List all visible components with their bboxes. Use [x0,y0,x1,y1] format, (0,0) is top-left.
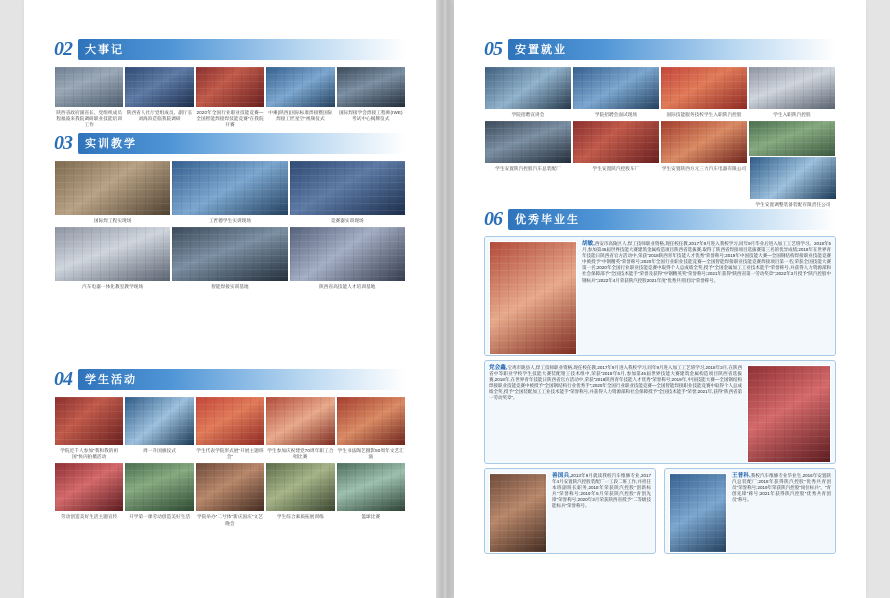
photo-item[interactable] [336,396,406,460]
photo-thumbnail[interactable] [336,462,406,512]
photo-item[interactable] [484,120,572,172]
photo-caption: 学生参加庆祝建党70周年职工合唱比赛 [267,448,334,460]
section-06-title-bar [508,209,836,230]
section-02 [54,38,406,129]
right-page [454,0,866,598]
photo-item[interactable] [54,462,124,526]
photo-caption: 陕西省高技能人才培训基地 [319,284,376,290]
photo-thumbnail[interactable] [336,396,406,446]
photo-item[interactable] [265,396,335,460]
graduate-bio-text: 宝鸡市陇县人,焊工技师职业资格,现任校任教,2017年9月进入我校学习,同年9月进入加工工艺班学习,2018年3月,在陕西省中等职业学校学生技能大赛装配钳工技术组中,荣获“2018年5月,参加第45届世界技能大赛建筑金属构造项目陕西省选拔赛,2018年,在世界青年技能日陕西省官方活动中,荣获“2018陕西青年技能人才优秀”荣誉称号;2019年,中国技能大赛—全国钢结构焊接职业技能竞赛中被授予“全国钢结构行业优秀手”;2020年全国行业职业技能竞赛—全国智能焊接职业技能竞赛中取得个人总成绩全奖,授予“全国装配加工工业技术能手”荣誉称号,并获得人力资源部和社会保障授予“全国技术能手”荣誉;2021年,获得“陕西省第一劳动奖章”。 [489,365,743,400]
section-04-title: 学生活动 [85,374,137,386]
photo-thumbnail[interactable] [484,120,572,164]
section-03-number: 03 [54,132,72,154]
photo-thumbnail[interactable] [660,66,748,110]
photo-caption: 学生安置调整装备装配有限责任公司 [755,202,831,207]
graduate-name: 王普科, [732,473,751,479]
graduate-profile-4[interactable] [664,468,836,554]
photo-thumbnail[interactable] [124,462,194,512]
photo-caption: 学生入职陕汽控股 [773,112,811,117]
photo-caption: 竞赛器实训现场 [330,218,364,223]
photo-caption: 国际焊工程实现场 [93,218,132,223]
photo-caption: 陕西省人社厅党组成员、副厅长刘海滨莅临我院调研 [126,110,193,122]
photo-caption: 学院近千人参加“我和我的祖国”快闪拍摄活动 [60,448,119,460]
graduate-bio [732,473,831,553]
section-04-photo-grid [54,396,406,527]
section-04 [54,368,406,527]
graduate-photo[interactable] [669,473,727,553]
photo-item[interactable] [265,462,335,526]
graduate-photo[interactable] [489,241,577,355]
photo-caption: 2020年全国行业职业技能竞赛—全国智能焊接焊技能竞赛“在我院开赛 [196,110,264,128]
graduate-profile-1[interactable] [484,236,836,356]
photo-caption: 开学第一课劳动创造美好生活 [129,514,191,520]
photo-caption: 学生安置陕汽控股车厂 [592,166,640,172]
photo-item[interactable] [336,462,406,526]
photo-thumbnail[interactable] [289,226,406,282]
photo-item[interactable] [124,396,194,460]
section-05-number: 05 [484,38,502,60]
section-02-title: 大事记 [85,44,124,56]
photo-caption: 国际技能服务技校学生入职陕汽控股 [666,112,742,117]
photo-item[interactable] [660,120,748,172]
photo-caption: 中乘(陕西)国际标准焊接暨国际焊接工匠星空“视频仪式 [268,110,333,122]
photo-item[interactable] [171,160,288,224]
photo-item[interactable] [265,66,335,129]
photo-thumbnail[interactable] [195,462,265,512]
photo-caption: 国际焊接学会焊接工程师(IWE)考试中心揭牌仪式 [338,110,403,122]
photo-caption: 学生代表学院形式展“开展主题班会” [196,448,264,460]
photo-thumbnail[interactable] [289,160,406,216]
photo-thumbnail[interactable] [265,462,335,512]
photo-caption: 学生综合素质拓展训练 [276,514,324,520]
photo-caption: 学生书法陶艺摄影50周年文艺汇演 [337,448,404,460]
right-page-edge [866,0,890,598]
photo-item[interactable] [124,462,194,526]
graduate-name: 胡敏, [582,241,595,247]
section-03-header [54,132,406,154]
photo-caption: 周一升国旗仪式 [143,448,177,453]
left-page [24,0,436,598]
photo-thumbnail[interactable] [749,156,837,200]
photo-caption: 陕西省政府副省长、党组织成员程福波来我院调研职业技能培训工作 [56,110,123,128]
photo-item[interactable] [195,66,265,129]
section-06-title: 优秀毕业生 [515,214,580,226]
section-06 [484,208,836,230]
photo-thumbnail[interactable] [124,396,194,446]
photo-item[interactable] [54,66,124,129]
graduate-photo[interactable] [747,365,831,463]
photo-item[interactable] [660,66,748,118]
photo-thumbnail[interactable] [54,396,124,446]
photo-caption: 工匠德学生实训现场 [208,218,252,223]
section-02-header [54,38,406,60]
photo-item[interactable] [124,66,194,129]
photo-thumbnail[interactable] [195,66,265,108]
photo-caption: 汽车电器一体化教室教学现场 [82,284,144,290]
photo-caption: 学院举办“二兮体“新庆国庆”文艺晚会 [197,514,263,526]
photo-thumbnail[interactable] [265,396,335,446]
photo-thumbnail[interactable] [660,120,748,164]
section-03-title-bar [78,133,406,154]
photo-thumbnail[interactable] [195,396,265,446]
photo-item[interactable] [54,226,171,290]
photo-item[interactable] [748,66,836,118]
photo-item[interactable] [336,66,406,129]
graduate-profile-3[interactable] [484,468,656,554]
section-03-title: 实训教学 [85,138,137,150]
section-04-number: 04 [54,368,72,390]
photo-item[interactable] [289,226,406,290]
graduate-bio [582,241,831,355]
left-page-edge [0,0,24,598]
section-03-photo-grid [54,160,406,290]
graduate-bio-text: 西安市高陵区人,焊工技师职业资格,现任校任教,2017年9月进入我校学习,同年9月毕业后进入加工工艺班学习。2018年5月,参加第45届世界技能大赛建筑金属构造项目陕西省选拔赛,取得了陕西省焊接项目选拔赛第三名的优异成绩;2018年在世界青年技能日陕西省官方活动中,荣获“2018陕西青年技能人才优秀”荣誉称号;2019年中国技能大赛—全国钢结构焊接职业技能竞赛中被授予“中钢精英”荣誉称号;2020年全国行业职业技能竞赛—全国智能焊接职业技能竞赛焊接项目第一名;荣获全国技能大赛第一名;2020年全国行业职业技能竞赛中取得个人总成绩全奖,授予“全国金属加工工业技术能手”荣誉称号,并获得人力资源部和社会保障部予“全国技术能手”荣誉及获得“中钢精英奖”荣誉称号;2021年获得“陕西省第一劳动奖章”;2022年3月授予“陕汽控股中钢标兵”;2022年4月荣获陕汽控股2021年度“优秀共青团员”荣誉称号。 [582,241,831,283]
photo-caption: 篮球比赛 [361,514,381,520]
photo-item[interactable] [749,156,837,208]
photo-thumbnail[interactable] [572,66,660,110]
photo-thumbnail[interactable] [572,120,660,164]
section-02-number: 02 [54,38,72,60]
photo-caption: 学生安置陕西方元三力汽车电器有限公司 [661,166,747,172]
photo-item[interactable] [54,160,171,224]
graduate-name: 善国兵, [552,473,571,479]
photo-thumbnail[interactable] [124,66,194,108]
section-04-title-bar [78,369,406,390]
photo-thumbnail[interactable] [265,66,335,108]
photo-item[interactable] [195,462,265,526]
photo-thumbnail[interactable] [54,160,171,216]
photo-caption: 学院招聘宣讲会 [511,112,545,117]
section-02-photo-grid [54,66,406,129]
graduate-photo[interactable] [489,473,547,553]
photo-caption: 劳动创造美好生活主题宣传 [61,514,118,520]
graduate-profile-2[interactable] [484,360,836,464]
section-05-title-bar [508,39,836,60]
spread-gutter [436,0,454,598]
photo-item[interactable] [572,66,660,118]
photo-thumbnail[interactable] [171,160,288,216]
photo-item[interactable] [171,226,288,290]
photo-caption: 学院招聘会面试现场 [594,112,638,117]
graduate-bio-text: 2013年9月就读我校汽车维修专业,2017年4月安置陕汽控股装配厂一工段二班工作,并担任本班副班长职务,2018年荣获陕汽控股“创新标兵”荣誉称号;2019年5月荣获陕汽控股“青创先锋”荣誉称号;2020年3月荣获陕西省授予“二等级技能标兵”荣誉称号。 [552,473,651,508]
graduate-bio [489,365,742,463]
graduate-bio-text: 我校汽车维修专业毕业生,2016年安置陕汽总装配厂;2018年获得陕汽控股“优秀共青团员”荣誉称号;2019年荣获陕汽控股“岗位标兵”、“青创先锋”称号;2021年获得陕汽控股“优秀共青团员”称号。 [732,473,831,502]
section-05-header [484,38,836,60]
photo-thumbnail[interactable] [54,66,124,108]
section-05-photo-extra [749,156,837,208]
section-06-header [484,208,836,230]
section-06-number: 06 [484,208,502,230]
photo-caption: 智能焊接实训基地 [211,284,249,290]
photo-item[interactable] [195,396,265,460]
photo-thumbnail[interactable] [54,462,124,512]
photo-item[interactable] [54,396,124,460]
section-02-title-bar [78,39,406,60]
graduate-bio [552,473,651,553]
photo-thumbnail[interactable] [171,226,288,282]
section-04-header [54,368,406,390]
photo-item[interactable] [572,120,660,172]
photo-caption: 学生安置陕汽控股汽车总装配厂 [495,166,561,172]
section-05-title: 安置就业 [515,44,567,56]
graduate-name: 党会鑫, [489,365,508,371]
photo-thumbnail[interactable] [484,66,572,110]
photo-thumbnail[interactable] [54,226,171,282]
photo-item[interactable] [289,160,406,224]
section-05 [484,38,836,207]
section-03 [54,132,406,290]
photo-thumbnail[interactable] [336,66,406,108]
photo-thumbnail[interactable] [748,66,836,110]
photo-item[interactable] [484,66,572,118]
